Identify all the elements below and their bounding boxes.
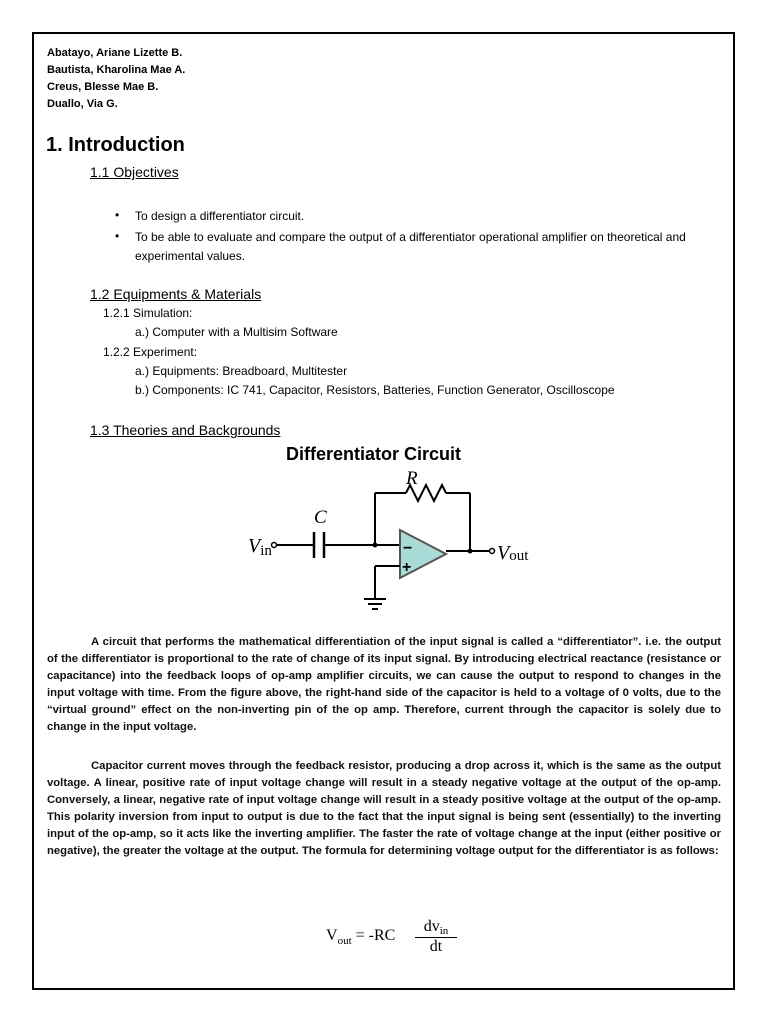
section-title: 1. Introduction	[46, 134, 185, 156]
inverting-sign: −	[403, 540, 413, 557]
materials-heading: 1.2 Equipments & Materials	[90, 286, 262, 302]
formula-lhs: $V_{out} = -RC$	[326, 927, 396, 947]
capacitor-label: C	[314, 507, 327, 528]
simulation-item-a: a.) Computer with a Multisim Software	[135, 325, 338, 339]
theories-heading: 1.3 Theories and Backgrounds	[90, 422, 281, 438]
input-terminal	[272, 543, 277, 548]
experiment-label: 1.2.2 Experiment:	[103, 345, 198, 359]
formula-numerator: dvin	[415, 918, 457, 938]
experiment-item-a: a.) Equipments: Breadboard, Multitester	[135, 364, 348, 378]
author-1: Abatayo, Ariane Lizette B.	[47, 47, 183, 59]
author-3: Creus, Blesse Mae B.	[47, 81, 159, 93]
objectives-heading: 1.1 Objectives	[90, 164, 179, 180]
objective-item-2: To be able to evaluate and compare the output of a differentiator operational amplifier on theoretical and experimental values.	[135, 230, 686, 263]
resistor-label: R	[406, 468, 418, 489]
simulation-label: 1.2.1 Simulation:	[103, 306, 193, 320]
vin-label: Vin	[248, 535, 272, 559]
junction-dot	[373, 543, 378, 548]
experiment-item-b: b.) Components: IC 741, Capacitor, Resistors, Batteries, Function Generator, Oscilloscope	[135, 383, 615, 397]
vout-label: Vout	[497, 542, 529, 564]
author-4: Duallo, Via G.	[47, 98, 118, 110]
formula-denominator: dt	[429, 938, 443, 955]
bullet-marker: •	[115, 208, 120, 222]
noninverting-sign: +	[402, 559, 412, 576]
differentiator-circuit-diagram	[240, 464, 540, 614]
theory-paragraph-1: A circuit that performs the mathematical differentiation of the input signal is called a “differentiator”. i.e. the output of the differentiator is proportional to the rate of change of its input signal. By introducing electrical reactance (resistance or capacitance) into the feedback loops of op-amp amplifier circuits, we can cause the output to respond to changes in the input voltage with time. From the figure above, the right-hand side of the capacitor is held to a voltage of 0 volts, due to the “virtual ground” effect on the non-inverting pin of the op amp. Therefore, current through the capacitor is solely due to change in the input voltage.	[47, 636, 721, 734]
bullet-marker: •	[115, 229, 120, 243]
formula-fraction	[415, 918, 457, 956]
output-terminal	[490, 549, 495, 554]
circuit-title: Differentiator Circuit	[286, 444, 462, 464]
theory-paragraph-2: Capacitor current moves through the feedback resistor, producing a drop across it, which is the same as the output voltage. A linear, positive rate of input voltage change will result in a steady negative voltage at the output of the op-amp. Conversely, a linear, negative rate of input voltage change will result in a steady positive voltage at the output of the op-amp. This polarity inversion from input to output is due to the fact that the input signal is being sent (essentially) to the inverting input of the op-amp, so it acts like the inverting amplifier. The faster the rate of voltage change at the input (either positive or negative), the greater the voltage at the output. The formula for determining voltage output for the differentiator is as follows:	[47, 760, 721, 858]
junction-dot	[468, 549, 473, 554]
objective-item-1: To design a differentiator circuit.	[135, 209, 305, 223]
author-2: Bautista, Kharolina Mae A.	[47, 64, 186, 76]
